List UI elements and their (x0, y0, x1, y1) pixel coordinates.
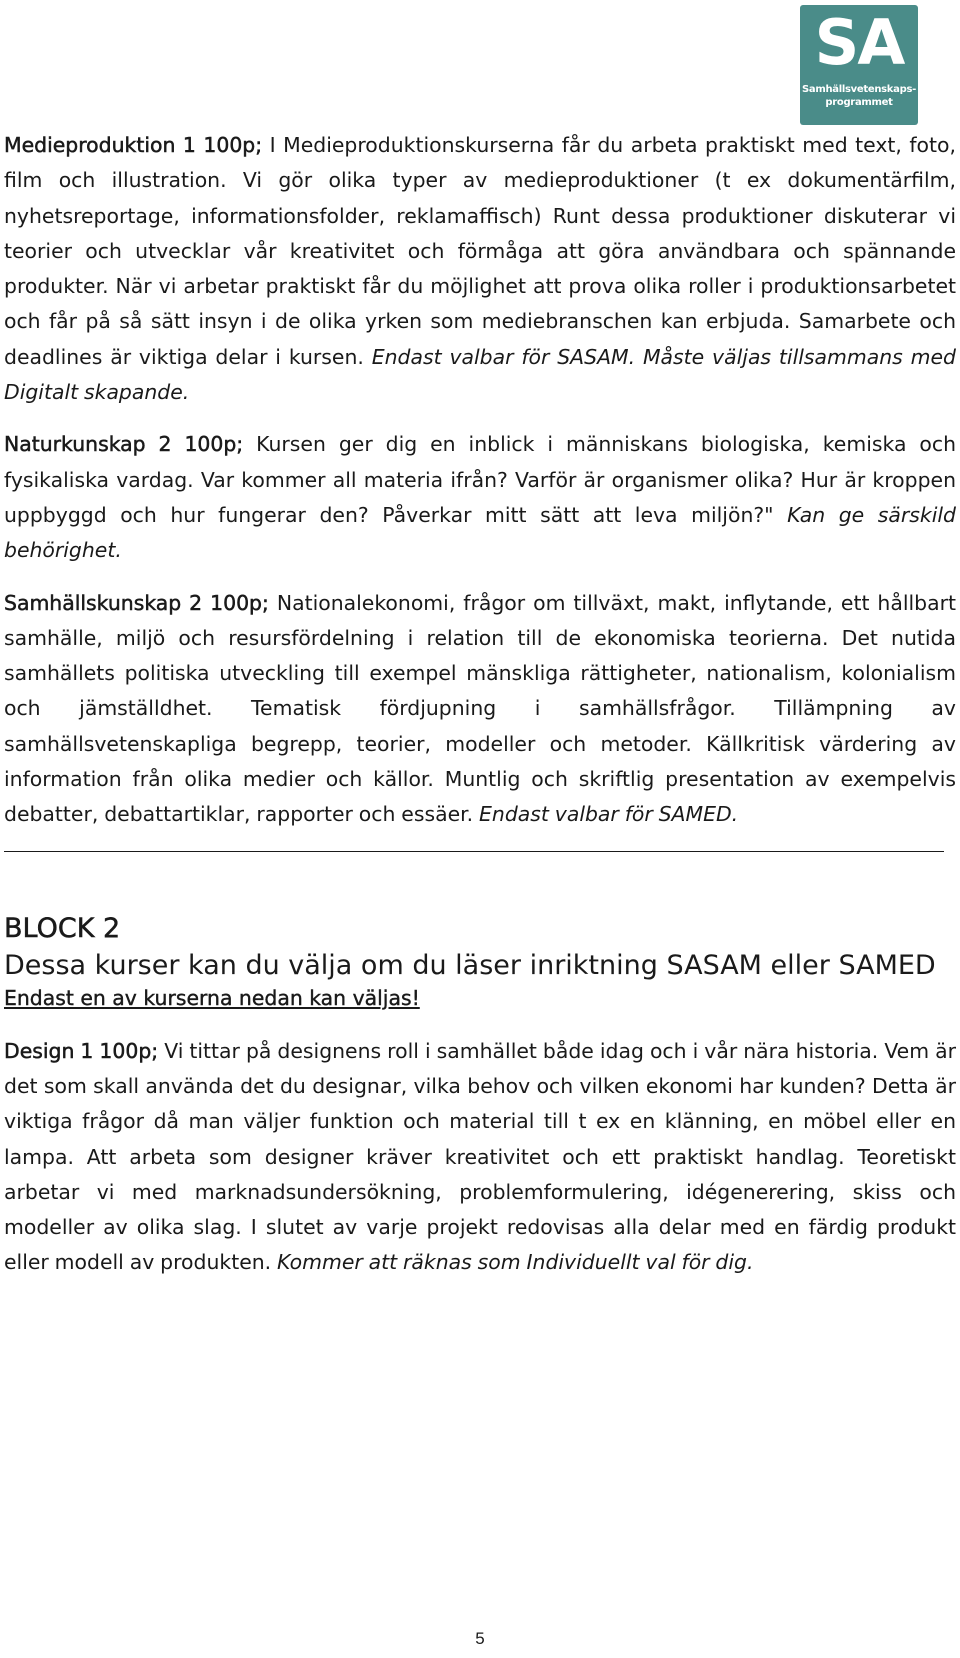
course-title: Naturkunskap 2 100p; (4, 432, 244, 457)
course-design (4, 1034, 956, 1281)
course-description: I Medieproduktionskurserna får du arbeta praktiskt med text, foto, film och illustration. Vi gör olika typer av medieproduktioner (t ex dokumentärfilm, nyhetsreportage, informationsfolder, reklamaffisch) Runt dessa produktioner diskuterar vi teorier och utvecklar vår kreativitet och förmåga att göra användbara och spännande produkter. När vi arbetar praktiskt får du möjlighet att prova olika roller i produktionsarbetet och får på så sätt insyn i de olika yrken som mediebranschen kan erbjuda. Samarbete och deadlines är viktiga delar i kursen. (4, 133, 956, 369)
course-title: Design 1 100p; (4, 1038, 159, 1063)
course-description: Kursen ger dig en inblick i människans biologiska, kemiska och fysikaliska vardag. Var kommer all materia ifrån? Varför är organismer olika? Hur är kroppen uppbyggd och hur fungerar den? Påverkar mitt sätt att leva miljön?" (4, 432, 956, 527)
program-logo (800, 5, 918, 125)
block-subheading: Dessa kurser kan du välja om du läser inriktning SASAM eller SAMED (4, 949, 936, 981)
course-description: Vi tittar på designens roll i samhället både idag och i vår nära historia. Vem är det som skall använda det du designar, vilka behov och vilken ekonomi har kunden? Detta är viktiga frågor då man väljer funktion och material till t ex en klänning, en möbel eller en lampa. Att arbeta som designer kräver kreativitet och ett praktiskt handlag. Teoretiskt arbetar vi med marknadsundersökning, problemformulering, idégenerering, skiss och modeller av olika slag. I slutet av varje projekt redovisas alla delar med en färdig produkt eller modell av produkten. (4, 1038, 956, 1275)
course-note: Kan ge särskild behörighet. (4, 502, 956, 563)
course-description: Nationalekonomi, frågor om tillväxt, makt, inflytande, ett hållbart samhälle, miljö och resursfördelning i relation till de ekonomiska teorierna. Det nutida samhällets politiska utveckling till exempel mänskliga rättigheter, nationalism, kolonialism och jämställdhet. Tematisk fördjupning i samhällsfrågor. Tillämpning av samhällsvetenskapliga begrepp, teorier, modeller och metoder. Källkritisk värdering av information från olika medier och källor. Muntlig och skriftlig presentation av exempelvis debatter, debattartiklar, rapporter och essäer. (4, 590, 956, 827)
page-number: 5 (475, 1629, 485, 1648)
course-medieproduktion (4, 128, 956, 410)
block-heading: BLOCK 2 (4, 912, 121, 944)
document-body (4, 128, 956, 1281)
section-divider (4, 851, 944, 852)
course-note: Endast valbar för SASAM. Måste väljas tillsammans med Digitalt skapande. (4, 344, 956, 405)
course-naturkunskap (4, 427, 956, 568)
course-title: Samhällskunskap 2 100p; (4, 590, 269, 615)
block-selection-note: Endast en av kurserna nedan kan väljas! (4, 985, 420, 1010)
logo-subtitle: Samhällsvetenskaps-programmet (802, 84, 916, 108)
course-title: Medieproduktion 1 100p; (4, 133, 263, 157)
course-note: Endast valbar för SAMED. (479, 802, 739, 827)
course-note: Kommer att räknas som Individuellt val för dig. (277, 1250, 754, 1275)
logo-letters: SA (814, 6, 904, 79)
course-samhallskunskap (4, 586, 956, 833)
